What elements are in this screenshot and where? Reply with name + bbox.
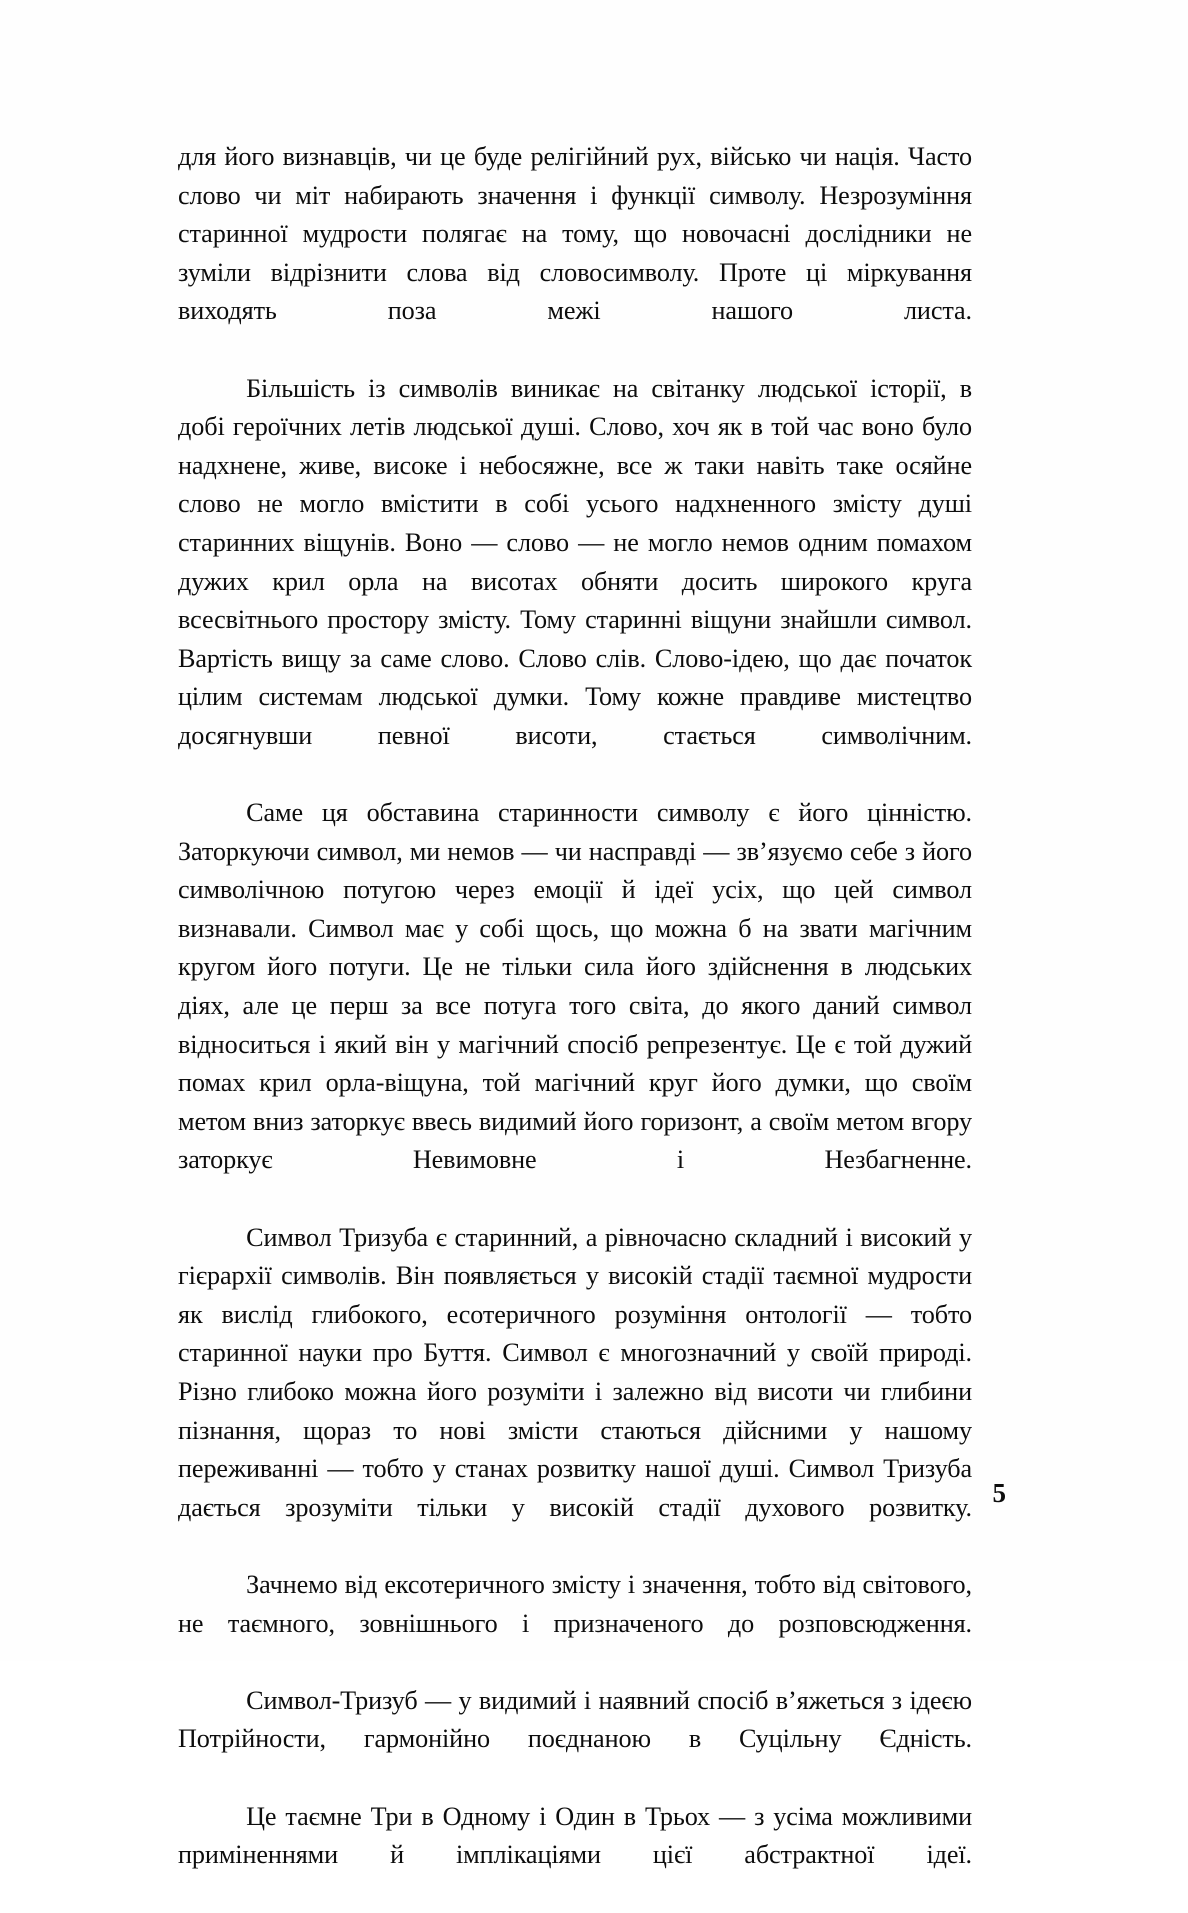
body-paragraph: для його визнавців, чи це буде релігійний рух, військо чи нація. Часто слово чи міт набирають значення і функції символу. Незрозуміння старинної мудрости полягає на тому, що новочасні дослідники не зуміли відрізнити слова від словосимволу. Проте ці міркування виходять поза межі нашого листа. [178,142,972,326]
body-paragraph: Зачнемо від ексотеричного змісту і значення, тобто від світового, не таємного, зовнішнього і призначеного до розповсюдження. [178,1569,972,1638]
body-paragraph: Символ-Тризуб — у видимий і наявний спосіб в’яжеться з ідеєю Потрійности, гармонійно поєднаною в Суцільну Єдність. [178,1685,972,1754]
page-number: 5 [992,1478,1006,1508]
page-text-body [178,138,972,1913]
body-paragraph: Більшість із символів виникає на світанку людської історії, в добі героїчних летів людської душі. Слово, хоч як в той час воно було надхнене, живе, високе і небосяжне, все ж таки навіть таке осяйне слово не могло вмістити в собі усього надхненного змісту душі старинних віщунів. Воно — слово — не могло немов одним помахом дужих крил орла на висотах обняти досить широкого круга всесвітнього простору змісту. Тому старинні віщуни знайшли символ. Вартість вищу за саме слово. Слово слів. Слово-ідею, що дає початок цілим системам людської думки. Тому кожне правдиве мистецтво досягнувши певної висоти, стається символічним. [178,373,972,750]
body-paragraph: Саме ця обставина старинности символу є його цінністю. Заторкуючи символ, ми немов — чи насправді — зв’язуємо себе з його символічною потугою через емоції й ідеї усіх, що цей символ визнавали. Символ має у собі щось, що можна б на звати магічним кругом його потуги. Це не тільки сила його здійснення в людських діях, але це перш за все потуга того світа, до якого даний символ відноситься і який він у магічний спосіб репрезентує. Це є той дужий помах крил орла-віщуна, той магічний круг його думки, що своїм метом вниз заторкує ввесь видимий його горизонт, а своїм метом вгору заторкує Невимовне і Незбагненне. [178,798,972,1175]
body-paragraph: Символ Тризуба є старинний, а рівночасно складний і високий у гієрархії символів. Він появляється у високій стадії таємної мудрости як вислід глибокого, есотеричного розуміння онтології — тобто старинної науки про Буття. Символ є многозначний у своїй природі. Різно глибоко можна його розуміти і залежно від висоти чи глибини пізнання, щораз то нові змісти стаються дійсними у нашому переживанні — тобто у станах розвитку нашої душі. Символ Тризуба дається зрозуміти тільки у високій стадії духового розвитку. [178,1222,972,1522]
body-paragraph: Це таємне Три в Одному і Один в Трьох — з усіма можливими приміненнями й імплікаціями цієї абстрактної ідеї. [178,1801,972,1870]
